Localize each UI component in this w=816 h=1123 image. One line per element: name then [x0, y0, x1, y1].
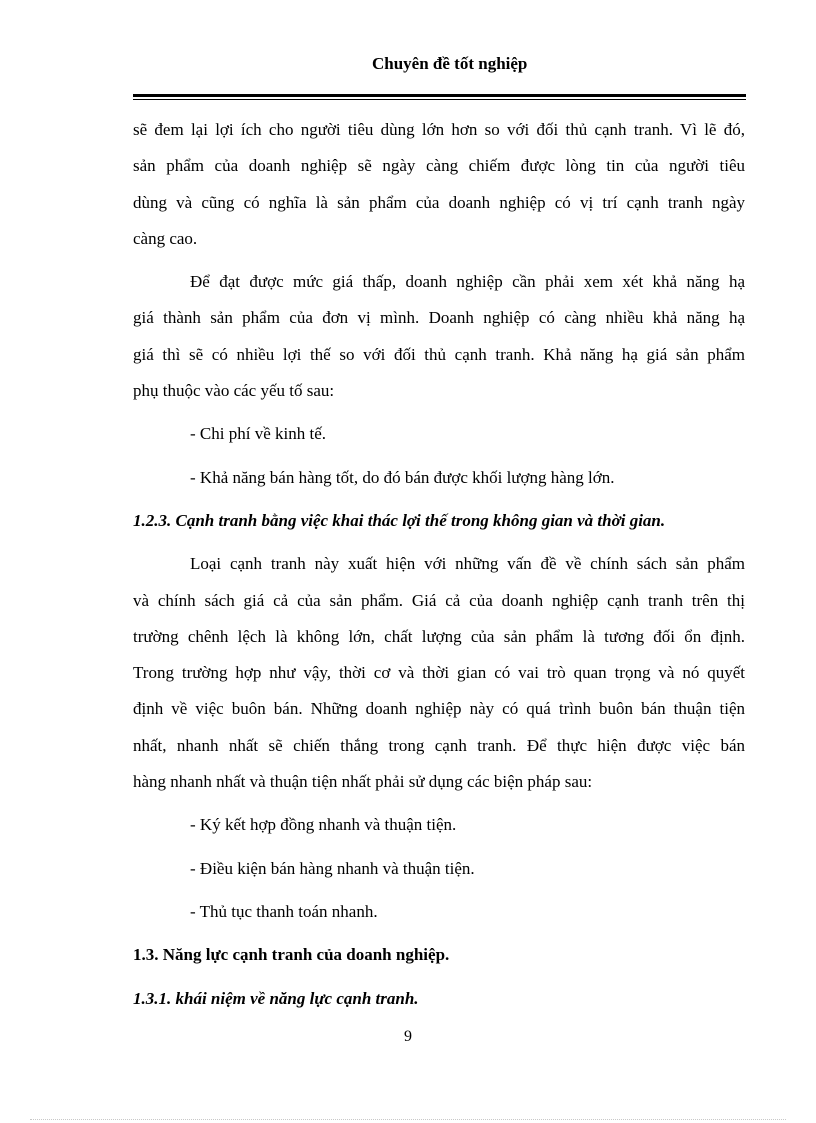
- paragraph-line: dùng và cũng có nghĩa là sản phẩm của doanh nghiệp có vị trí cạnh tranh ngày: [133, 192, 745, 212]
- header-rule-thick: [133, 94, 746, 97]
- page-bottom-dotted-line: [30, 1119, 786, 1120]
- page-number: 9: [404, 1028, 412, 1045]
- section-heading-1-2-3: 1.2.3. Cạnh tranh bằng việc khai thác lợi thế trong không gian và thời gian.: [133, 510, 666, 530]
- paragraph-line: trường chênh lệch là không lớn, chất lượng của sản phẩm là tương đối ổn định.: [133, 626, 745, 646]
- paragraph-line: giá thành sản phẩm của đơn vị mình. Doanh nghiệp có càng nhiều khả năng hạ: [133, 308, 745, 328]
- page-header-title: Chuyên đề tốt nghiệp: [372, 54, 528, 73]
- bullet-item: - Chi phí về kinh tế.: [190, 424, 326, 444]
- paragraph-line: định về việc buôn bán. Những doanh nghiệp này có quá trình buôn bán thuận tiện: [133, 699, 745, 719]
- paragraph-line: phụ thuộc vào các yếu tố sau:: [133, 381, 335, 401]
- section-heading-1-3-1: 1.3.1. khái niệm về năng lực cạnh tranh.: [133, 988, 419, 1008]
- paragraph-line: giá thì sẽ có nhiều lợi thế so với đối thủ cạnh tranh. Khả năng hạ giá sản phẩm: [133, 344, 745, 364]
- header-rule-thin: [133, 99, 746, 100]
- paragraph-2: [133, 264, 745, 409]
- bullet-item: - Khả năng bán hàng tốt, do đó bán được khối lượng hàng lớn.: [190, 467, 615, 487]
- section-heading-1-3: 1.3. Năng lực cạnh tranh của doanh nghiệp.: [133, 945, 450, 965]
- paragraph-line: Để đạt được mức giá thấp, doanh nghiệp cần phải xem xét khả năng hạ: [190, 272, 745, 292]
- paragraph-line: nhất, nhanh nhất sẽ chiến thắng trong cạnh tranh. Để thực hiện được việc bán: [133, 735, 745, 755]
- bullet-item: - Điều kiện bán hàng nhanh và thuận tiện.: [190, 858, 475, 878]
- paragraph-line: hàng nhanh nhất và thuận tiện nhất phải sử dụng các biện pháp sau:: [133, 772, 593, 792]
- paragraph-line: Loại cạnh tranh này xuất hiện với những vấn đề về chính sách sản phẩm: [190, 554, 745, 574]
- paragraph-line: sẽ đem lại lợi ích cho người tiêu dùng lớn hơn so với đối thủ cạnh tranh. Vì lẽ đó,: [133, 120, 745, 139]
- paragraph-line: càng cao.: [133, 228, 198, 248]
- document-body: [133, 112, 745, 1017]
- bullet-item: - Thủ tục thanh toán nhanh.: [190, 901, 378, 921]
- paragraph-3: [133, 546, 745, 800]
- paragraph-line: sản phẩm của doanh nghiệp sẽ ngày càng chiếm được lòng tin của người tiêu: [133, 156, 745, 176]
- paragraph-line: và chính sách giá cả của sản phẩm. Giá cả của doanh nghiệp cạnh tranh trên thị: [133, 590, 745, 610]
- paragraph-line: Trong trường hợp như vậy, thời cơ và thời gian có vai trò quan trọng và nó quyết: [133, 663, 745, 683]
- bullet-item: - Ký kết hợp đồng nhanh và thuận tiện.: [190, 815, 457, 835]
- paragraph-1: [133, 112, 745, 257]
